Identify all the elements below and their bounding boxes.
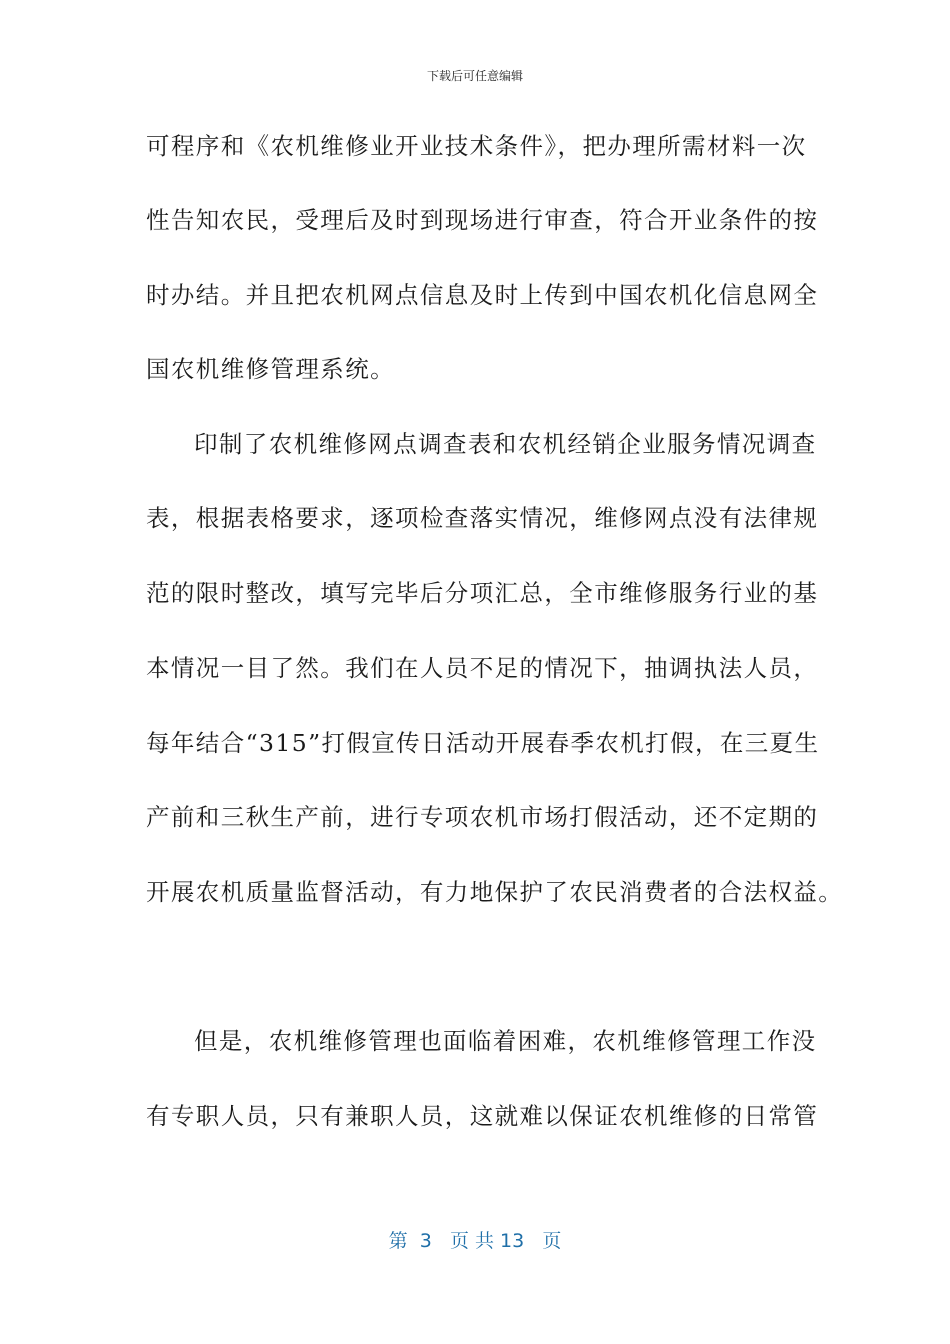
- body-line: 本情况一目了然。我们在人员不足的情况下，抽调执法人员，: [146, 654, 819, 682]
- body-line: 范的限时整改，填写完毕后分项汇总，全市维修服务行业的基: [146, 579, 819, 607]
- body-line: 有专职人员，只有兼职人员，这就难以保证农机维修的日常管: [146, 1102, 819, 1130]
- body-line: 开展农机质量监督活动，有力地保护了农民消费者的合法权益。: [146, 878, 844, 906]
- body-line: 国农机维修管理系统。: [146, 355, 395, 383]
- page-header: 下载后可任意编辑: [426, 69, 523, 83]
- body-line: 可程序和《农机维修业开业技术条件》，把办理所需材料一次: [146, 132, 807, 160]
- body-line: 每年结合“315”打假宣传日活动开展春季农机打假，在三夏生: [146, 729, 820, 757]
- body-line: 时办结。并且把农机网点信息及时上传到中国农机化信息网全: [146, 281, 819, 309]
- body-line: 产前和三秋生产前，进行专项农机市场打假活动，还不定期的: [146, 803, 819, 831]
- paragraph-first-line: 但是，农机维修管理也面临着困难，农机维修管理工作没: [194, 1027, 817, 1055]
- page-number: 第 3 页 共 13 页: [388, 1230, 562, 1252]
- paragraph-first-line: 印制了农机维修网点调查表和农机经销企业服务情况调查: [194, 430, 817, 458]
- body-line: 性告知农民，受理后及时到现场进行审查，符合开业条件的按: [146, 206, 819, 234]
- body-line: 表，根据表格要求，逐项检查落实情况，维修网点没有法律规: [146, 504, 819, 532]
